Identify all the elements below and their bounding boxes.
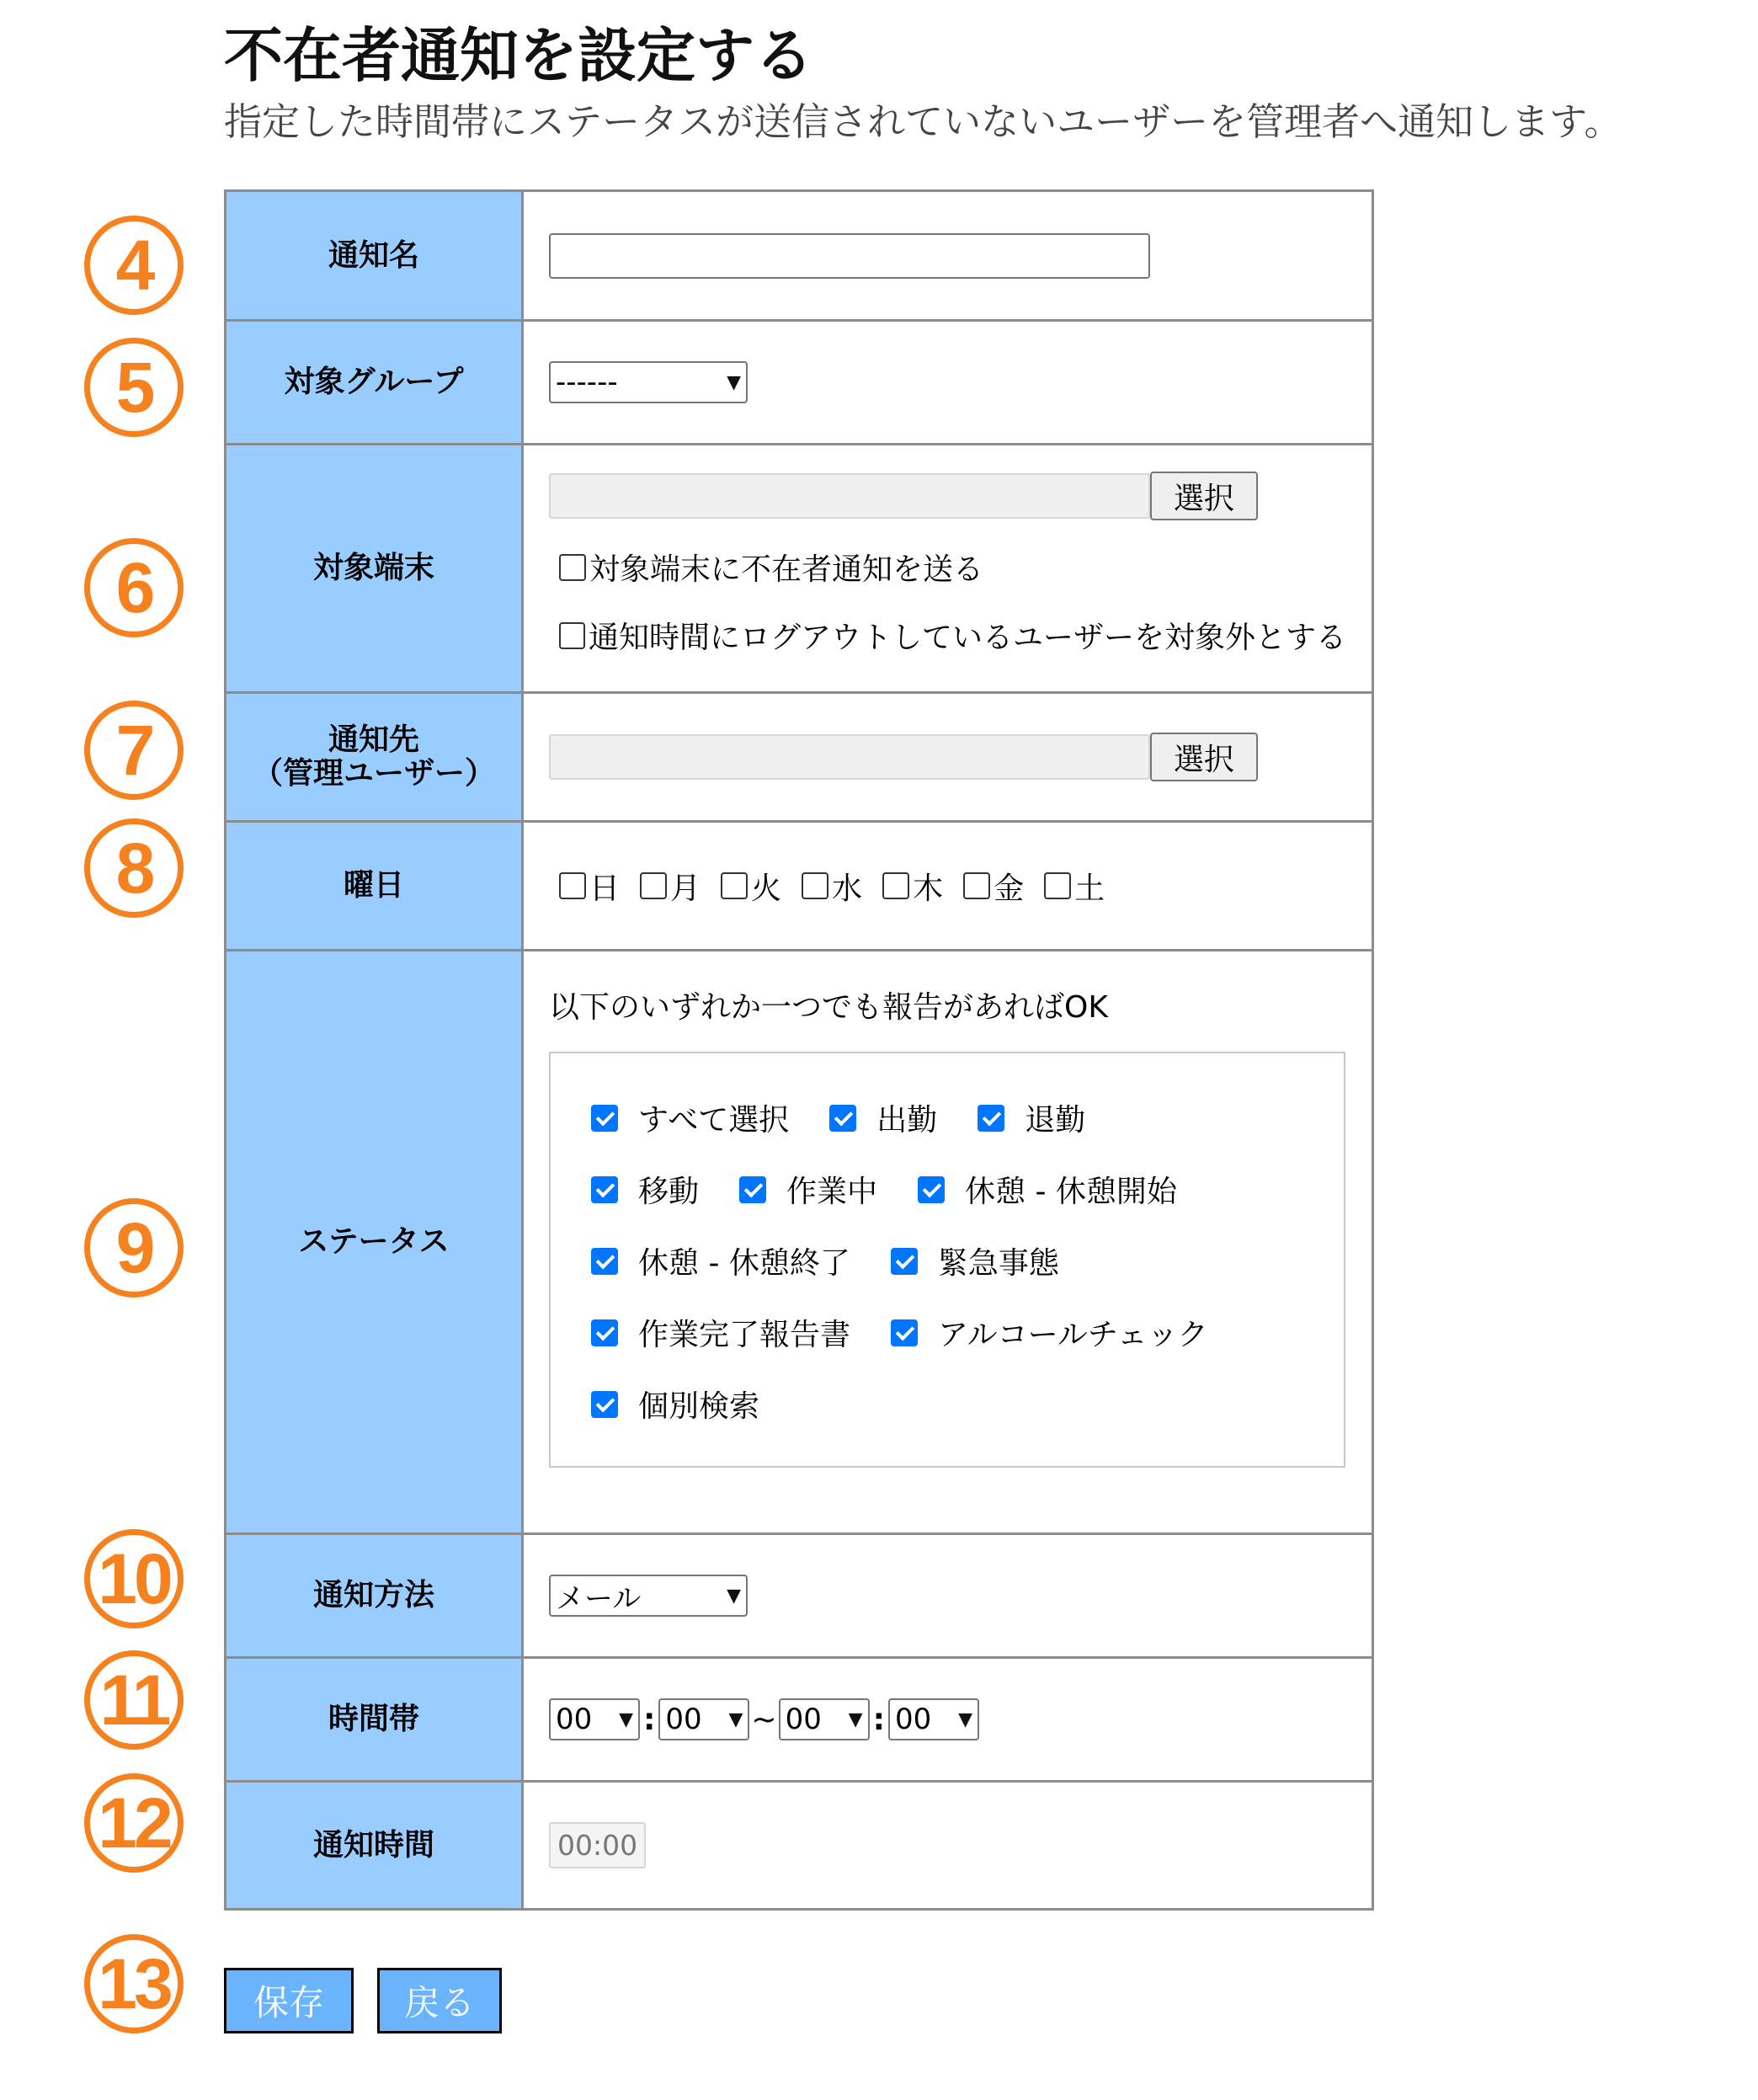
marker-6: 6 <box>84 538 184 637</box>
day-label-tue: 火 <box>751 871 782 906</box>
day-checkbox-mon[interactable] <box>640 872 667 899</box>
weekday-options <box>559 865 1346 908</box>
status-label-clock-in: 出勤 <box>876 1103 938 1138</box>
row-status <box>226 951 1373 1534</box>
status-label-alcohol-check: アルコールチェック <box>938 1318 1208 1352</box>
status-label-work-report: 作業完了報告書 <box>638 1318 851 1352</box>
status-label-moving: 移動 <box>638 1175 700 1209</box>
status-checkbox-working[interactable] <box>739 1176 766 1203</box>
time-colon: : <box>872 1702 885 1737</box>
target-group-label: 対象グループ <box>226 321 523 445</box>
notification-method-select[interactable] <box>549 1575 748 1617</box>
start-hour-value: 00 <box>556 1703 593 1736</box>
chevron-down-icon: ▼ <box>958 1708 972 1730</box>
day-label-sat: 土 <box>1074 871 1105 906</box>
absence-notification-form <box>224 189 1374 1911</box>
start-minute-select[interactable] <box>658 1698 749 1740</box>
recipient-select-button[interactable]: 選択 <box>1150 733 1258 781</box>
exclude-logged-out-checkbox[interactable] <box>559 622 585 649</box>
target-group-select[interactable] <box>549 361 748 403</box>
recipient-label-line2: （管理ユーザー） <box>252 756 495 791</box>
day-checkbox-sat[interactable] <box>1044 872 1071 899</box>
time-range-tilde: ~ <box>751 1702 777 1737</box>
marker-9: 9 <box>84 1198 184 1298</box>
exclude-logged-out-option <box>559 614 1346 657</box>
end-minute-select[interactable] <box>888 1698 979 1740</box>
row-target-terminal <box>226 445 1373 693</box>
page-title: 不在者通知を設定する <box>224 21 813 90</box>
end-minute-value: 00 <box>894 1703 932 1736</box>
start-minute-value: 00 <box>665 1703 702 1736</box>
recipient-label <box>226 693 523 822</box>
marker-13: 13 <box>84 1934 184 2033</box>
end-hour-select[interactable] <box>779 1698 870 1740</box>
status-label-individual-search: 個別検索 <box>638 1389 760 1424</box>
chevron-down-icon: ▼ <box>619 1708 633 1730</box>
back-button[interactable]: 戻る <box>377 1968 502 2033</box>
day-label-thu: 木 <box>913 871 944 906</box>
row-time-range <box>226 1658 1373 1782</box>
marker-10: 10 <box>84 1529 184 1628</box>
day-label-sun: 日 <box>589 871 621 906</box>
marker-12: 12 <box>84 1773 184 1873</box>
exclude-logged-out-label: 通知時間にログアウトしているユーザーを対象外とする <box>588 621 1346 655</box>
status-options-box <box>549 1052 1345 1468</box>
row-recipient <box>226 693 1373 822</box>
target-group-selected: ------ <box>556 365 618 399</box>
weekday-label: 曜日 <box>226 822 523 951</box>
page-subtitle: 指定した時間帯にステータスが送信されていないユーザーを管理者へ通知します。 <box>224 99 1622 144</box>
row-notification-method <box>226 1534 1373 1658</box>
row-notify-time <box>226 1782 1373 1910</box>
status-checkbox-clock-out[interactable] <box>978 1105 1004 1132</box>
row-target-group <box>226 321 1373 445</box>
save-button[interactable]: 保存 <box>224 1968 354 2033</box>
marker-11: 11 <box>84 1650 184 1750</box>
time-colon: : <box>643 1702 656 1737</box>
status-label: ステータス <box>226 951 523 1534</box>
status-checkbox-break-start[interactable] <box>918 1176 945 1203</box>
status-checkbox-individual-search[interactable] <box>591 1391 618 1418</box>
send-to-terminal-checkbox[interactable] <box>559 554 586 581</box>
day-checkbox-wed[interactable] <box>802 872 828 899</box>
status-checkbox-work-report[interactable] <box>591 1319 618 1346</box>
time-range-label: 時間帯 <box>226 1658 523 1782</box>
status-checkbox-clock-in[interactable] <box>829 1105 856 1132</box>
notify-time-field: 00:00 <box>549 1822 646 1868</box>
day-checkbox-sun[interactable] <box>559 872 586 899</box>
recipient-field[interactable] <box>549 734 1150 780</box>
row-weekday <box>226 822 1373 951</box>
notification-method-label: 通知方法 <box>226 1534 523 1658</box>
marker-5: 5 <box>84 338 184 437</box>
row-notification-name <box>226 191 1373 321</box>
target-terminal-field[interactable] <box>549 473 1150 519</box>
chevron-down-icon: ▼ <box>728 1708 743 1730</box>
status-checkbox-moving[interactable] <box>591 1176 618 1203</box>
marker-4: 4 <box>84 216 184 315</box>
status-label-clock-out: 退勤 <box>1025 1103 1086 1138</box>
status-label-break-end: 休憩 - 休憩終了 <box>638 1246 850 1281</box>
marker-8: 8 <box>84 818 184 918</box>
send-to-terminal-label: 対象端末に不在者通知を送る <box>589 552 984 587</box>
chevron-down-icon: ▼ <box>727 371 741 393</box>
status-label-working: 作業中 <box>786 1175 878 1209</box>
status-note: 以下のいずれか一つでも報告があればOK <box>549 990 1108 1025</box>
status-checkbox-select-all[interactable] <box>591 1105 618 1132</box>
status-label-emergency: 緊急事態 <box>937 1246 1059 1281</box>
day-checkbox-fri[interactable] <box>963 872 990 899</box>
status-checkbox-break-end[interactable] <box>591 1248 618 1275</box>
target-terminal-label: 対象端末 <box>226 445 523 693</box>
target-terminal-select-button[interactable]: 選択 <box>1150 472 1258 520</box>
notification-name-label: 通知名 <box>226 191 523 321</box>
day-label-fri: 金 <box>994 871 1025 906</box>
day-label-wed: 水 <box>832 871 863 906</box>
notification-method-selected: メール <box>556 1581 642 1616</box>
recipient-label-line1: 通知先 <box>328 722 419 758</box>
status-checkbox-emergency[interactable] <box>891 1248 918 1275</box>
status-label-break-start: 休憩 - 休憩開始 <box>965 1175 1177 1209</box>
marker-7: 7 <box>84 701 184 800</box>
day-label-mon: 月 <box>670 871 701 906</box>
start-hour-select[interactable] <box>549 1698 640 1740</box>
time-range-controls <box>549 1698 1346 1740</box>
day-checkbox-thu[interactable] <box>882 872 909 899</box>
send-to-terminal-option <box>559 546 1346 589</box>
status-label-select-all: すべて選択 <box>638 1103 790 1138</box>
notification-name-input[interactable] <box>549 233 1150 279</box>
day-checkbox-tue[interactable] <box>721 872 748 899</box>
status-checkbox-alcohol-check[interactable] <box>891 1319 918 1346</box>
notify-time-label: 通知時間 <box>226 1782 523 1910</box>
chevron-down-icon: ▼ <box>727 1585 741 1607</box>
chevron-down-icon: ▼ <box>848 1708 863 1730</box>
end-hour-value: 00 <box>785 1703 822 1736</box>
